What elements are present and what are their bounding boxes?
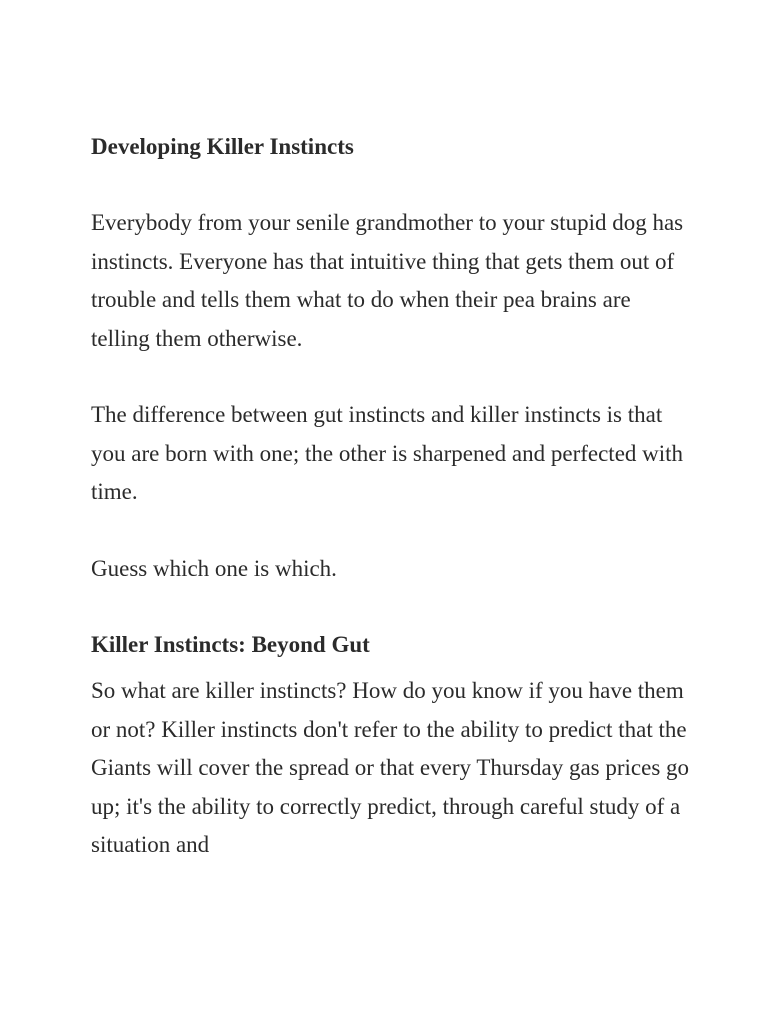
paragraph-intro: Everybody from your senile grandmother to your stupid dog has instincts. Everyone has that intuitive thing that gets them out of trouble and tells them what to do when their pea brains are telling them otherwise.	[91, 210, 684, 351]
section-heading-developing-killer-instincts: Developing Killer Instincts	[91, 134, 354, 159]
paragraph-what-are-killer-instincts: So what are killer instincts? How do you know if you have them or not? Killer instincts don't refer to the ability to predict that the Giants will cover the spread or that every Thursday gas prices go up; it's the ability to correctly predict, through careful study of a situation and	[91, 678, 690, 857]
document-page	[91, 128, 691, 865]
section-heading-beyond-gut: Killer Instincts: Beyond Gut	[91, 632, 370, 657]
paragraph-difference: The difference between gut instincts and killer instincts is that you are born with one; the other is sharpened and perfected with time.	[91, 402, 684, 504]
paragraph-guess: Guess which one is which.	[91, 555, 337, 581]
